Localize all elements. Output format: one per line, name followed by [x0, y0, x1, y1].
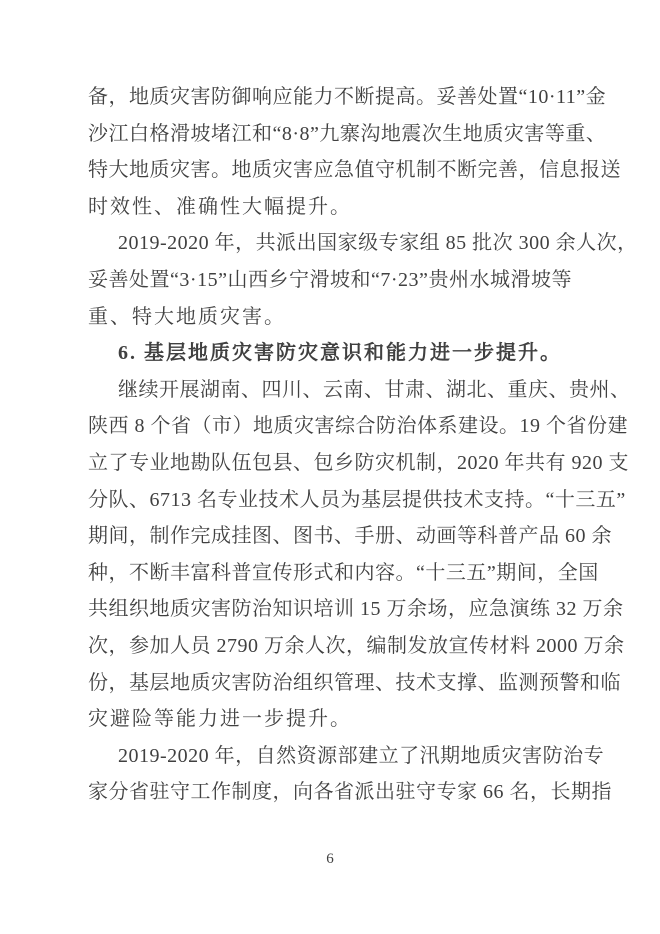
- text-line: 备，地质灾害防御响应能力不断提高。妥善处置“10·11”金: [88, 86, 607, 108]
- text-line: 妥善处置“3·15”山西乡宁滑坡和“7·23”贵州水城滑坡等: [88, 268, 572, 291]
- text-line: 继续开展湖南、四川、云南、甘肃、湖北、重庆、贵州、: [118, 378, 631, 401]
- text-line: 时效性、准确性大幅提升。: [88, 195, 352, 218]
- text-block: [88, 79, 638, 811]
- text-line: 沙江白格滑坡堵江和“8·8”九寨沟地震次生地质灾害等重、: [88, 122, 607, 145]
- text-line: 共组织地质灾害防治知识培训 15 万余场，应急演练 32 万余: [88, 598, 624, 621]
- text-line: 陕西 8 个省（市）地质灾害综合防治体系建设。19 个省份建: [88, 415, 628, 438]
- page-number: 6: [326, 851, 334, 867]
- text-line: 家分省驻守工作制度，向各省派出驻守专家 66 名，长期指: [88, 781, 612, 804]
- heading-line: 6. 基层地质灾害防灾意识和能力进一步提升。: [118, 342, 562, 365]
- text-line: 2019-2020 年，共派出国家级专家组 85 批次 300 余人次，: [118, 232, 638, 255]
- text-line: 2019-2020 年，自然资源部建立了汛期地质灾害防治专: [118, 744, 605, 767]
- text-line: 立了专业地勘队伍包县、包乡防灾机制，2020 年共有 920 支: [88, 451, 629, 474]
- text-line: 灾避险等能力进一步提升。: [88, 708, 352, 731]
- text-line: 特大地质灾害。地质灾害应急值守机制不断完善，信息报送: [88, 159, 621, 182]
- text-line: 分队、6713 名专业技术人员为基层提供技术支持。“十三五”: [88, 488, 626, 511]
- text-line: 期间，制作完成挂图、图书、手册、动画等科普产品 60 余: [88, 525, 612, 548]
- text-line: 重、特大地质灾害。: [88, 305, 286, 328]
- text-line: 次，参加人员 2790 万余人次，编制发放宣传材料 2000 万余: [88, 634, 625, 657]
- text-line: 种，不断丰富科普宣传形式和内容。“十三五”期间，全国: [88, 561, 599, 584]
- text-line: 份，基层地质灾害防治组织管理、技术支撑、监测预警和临: [88, 671, 621, 694]
